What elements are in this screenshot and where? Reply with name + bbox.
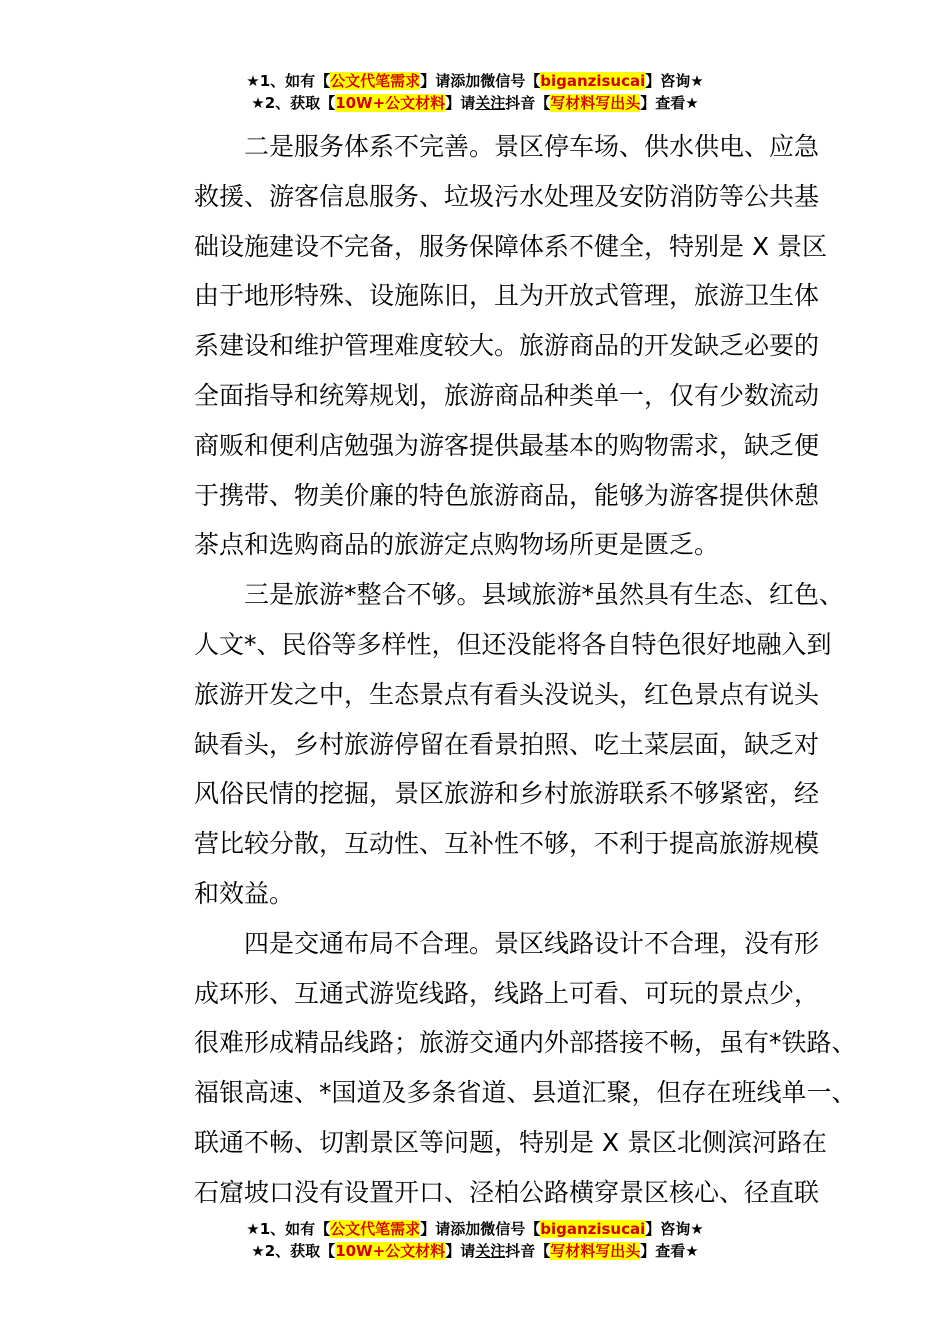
banner-text: ★2、获取【 bbox=[251, 1242, 336, 1260]
paragraph-tourism-integration bbox=[144, 570, 845, 919]
text-line: 础设施建设不完备，服务保障体系不健全，特别是 X 景区 bbox=[194, 231, 828, 261]
banner-text: 】请 bbox=[445, 94, 476, 112]
banner-highlight: 公文代笔需求 bbox=[330, 1220, 421, 1238]
header-banner bbox=[0, 70, 950, 114]
banner-text: 】请添加微信号【 bbox=[420, 1220, 541, 1238]
wechat-id-highlight: biganzisucai bbox=[540, 1220, 646, 1238]
paragraph-traffic-layout bbox=[144, 919, 857, 1218]
banner-highlight: 10W+公文材料 bbox=[335, 94, 446, 112]
text-line: 全面指导和统筹规划，旅游商品种类单一，仅有少数流动 bbox=[194, 380, 820, 410]
text-line: 救援、游客信息服务、垃圾污水处理及安防消防等公共基 bbox=[194, 181, 820, 211]
text-line: 营比较分散，互动性、互补性不够，不利于提高旅游规模 bbox=[194, 829, 820, 859]
banner-text: 】查看★ bbox=[640, 1242, 699, 1260]
text-line: 三是旅游*整合不够。县域旅游*虽然具有生态、红色、 bbox=[244, 580, 845, 610]
text-line: 二是服务体系不完善。景区停车场、供水供电、应急 bbox=[244, 132, 820, 161]
text-line: 很难形成精品线路；旅游交通内外部搭接不畅，虽有*铁路、 bbox=[194, 1028, 857, 1058]
banner-text: 】请添加微信号【 bbox=[420, 72, 541, 90]
text-line: 联通不畅、切割景区等问题，特别是 X 景区北侧滨河路在 bbox=[194, 1127, 828, 1157]
banner-line-1 bbox=[0, 1218, 950, 1240]
banner-text: 】查看★ bbox=[640, 94, 699, 112]
text-line: 人文*、民俗等多样性，但还没能将各自特色很好地融入到 bbox=[194, 629, 832, 659]
banner-text: 抖音【 bbox=[505, 1242, 551, 1260]
text-line: 石窟坡口没有设置开口、泾柏公路横穿景区核心、径直联 bbox=[194, 1177, 820, 1207]
banner-text: 】咨询★ bbox=[645, 1220, 704, 1238]
banner-line-2 bbox=[0, 92, 950, 114]
douyin-account-highlight: 写材料写出头 bbox=[550, 94, 641, 112]
text-line: 于携带、物美价廉的特色旅游商品，能够为游客提供休憩 bbox=[194, 480, 820, 510]
banner-text: ★1、如有【 bbox=[246, 72, 331, 90]
text-line: 商贩和便利店勉强为游客提供最基本的购物需求，缺乏便 bbox=[194, 430, 820, 460]
banner-text: ★2、获取【 bbox=[251, 94, 336, 112]
text-line: 茶点和选购商品的旅游定点购物场所更是匮乏。 bbox=[194, 530, 720, 560]
text-line: 福银高速、*国道及多条省道、县道汇聚，但存在班线单一、 bbox=[194, 1078, 857, 1108]
banner-highlight: 公文代笔需求 bbox=[330, 72, 421, 90]
douyin-account-highlight: 写材料写出头 bbox=[550, 1242, 641, 1260]
text-line: 旅游开发之中，生态景点有看头没说头，红色景点有说头 bbox=[194, 679, 820, 709]
text-line: 缺看头，乡村旅游停留在看景拍照、吃土菜层面，缺乏对 bbox=[194, 729, 820, 759]
banner-line-2 bbox=[0, 1240, 950, 1262]
banner-underlined-text: 关注 bbox=[475, 1242, 506, 1260]
banner-text: 】咨询★ bbox=[645, 72, 704, 90]
text-line: 风俗民情的挖掘，景区旅游和乡村旅游联系不够紧密，经 bbox=[194, 779, 820, 809]
footer-banner bbox=[0, 1218, 950, 1262]
wechat-id-highlight: biganzisucai bbox=[540, 72, 646, 90]
banner-underlined-text: 关注 bbox=[475, 94, 506, 112]
banner-highlight: 10W+公文材料 bbox=[335, 1242, 446, 1260]
text-line: 和效益。 bbox=[194, 878, 295, 908]
banner-text: 抖音【 bbox=[505, 94, 551, 112]
paragraph-service-system bbox=[144, 122, 828, 570]
banner-text: 】请 bbox=[445, 1242, 476, 1260]
text-line: 由于地形特殊、设施陈旧，且为开放式管理，旅游卫生体 bbox=[194, 281, 820, 311]
text-line: 系建设和维护管理难度较大。旅游商品的开发缺乏必要的 bbox=[194, 331, 820, 361]
document-body bbox=[144, 122, 857, 1218]
banner-line-1 bbox=[0, 70, 950, 92]
text-line: 成环形、互通式游览线路，线路上可看、可玩的景点少， bbox=[194, 978, 820, 1008]
banner-text: ★1、如有【 bbox=[246, 1220, 331, 1238]
text-line: 四是交通布局不合理。景区线路设计不合理，没有形 bbox=[244, 928, 820, 958]
